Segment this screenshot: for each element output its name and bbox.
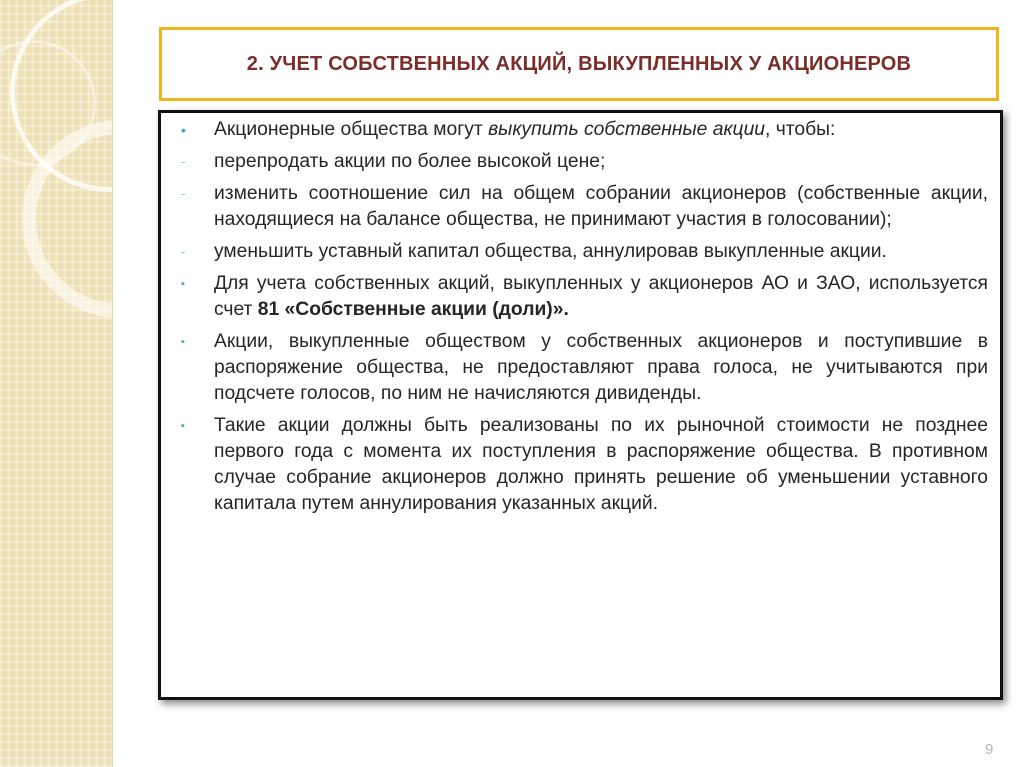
bullet-item: • Акционерные общества могут выкупить собственные акции, чтобы: (181, 117, 988, 143)
dash-item: - перепродать акции по более высокой цене; (181, 149, 988, 175)
square-bullet-icon: ▪ (181, 420, 185, 432)
bullet-item: ▪ Акции, выкупленные обществом у собственных акционеров и поступившие в распоряжение общества, не предоставляют права голоса, не учитываются при подсчете голосов, по ним не начисляются дивиденды. (181, 331, 988, 404)
dash-icon: - (181, 244, 186, 259)
bullet-item: ▪ Для учета собственных акций, выкупленных у акционеров АО и ЗАО, используется счет 81 «Собственные акции (доли)». (181, 273, 988, 320)
title-frame (159, 27, 999, 101)
dash-item: - уменьшить уставный капитал общества, аннулировав выкупленные акции. (181, 239, 988, 265)
square-bullet-icon: ▪ (181, 278, 185, 290)
square-bullet-icon: ▪ (181, 336, 185, 348)
page-number: 9 (985, 741, 994, 758)
dash-icon: - (181, 154, 186, 169)
slide-title: 2. УЧЕТ СОБСТВЕННЫХ АКЦИЙ, ВЫКУПЛЕННЫХ У АКЦИОНЕРОВ (246, 52, 912, 75)
content-frame (158, 110, 1003, 700)
decorative-side-panel (0, 0, 113, 767)
bullet-dot-icon: • (181, 122, 186, 138)
bullet-item: ▪ Такие акции должны быть реализованы по их рыночной стоимости не позднее первого года с момента их поступления в распоряжение общества. В противном случае собрание акционеров должно принять решение об уменьшении уставного капитала путем аннулирования указанных акций. (181, 415, 988, 514)
dash-icon: - (181, 186, 186, 201)
dash-item: - изменить соотношение сил на общем собрании акционеров (собственные акции, находящиеся на балансе общества, не принимают участия в голосовании); (181, 183, 988, 230)
